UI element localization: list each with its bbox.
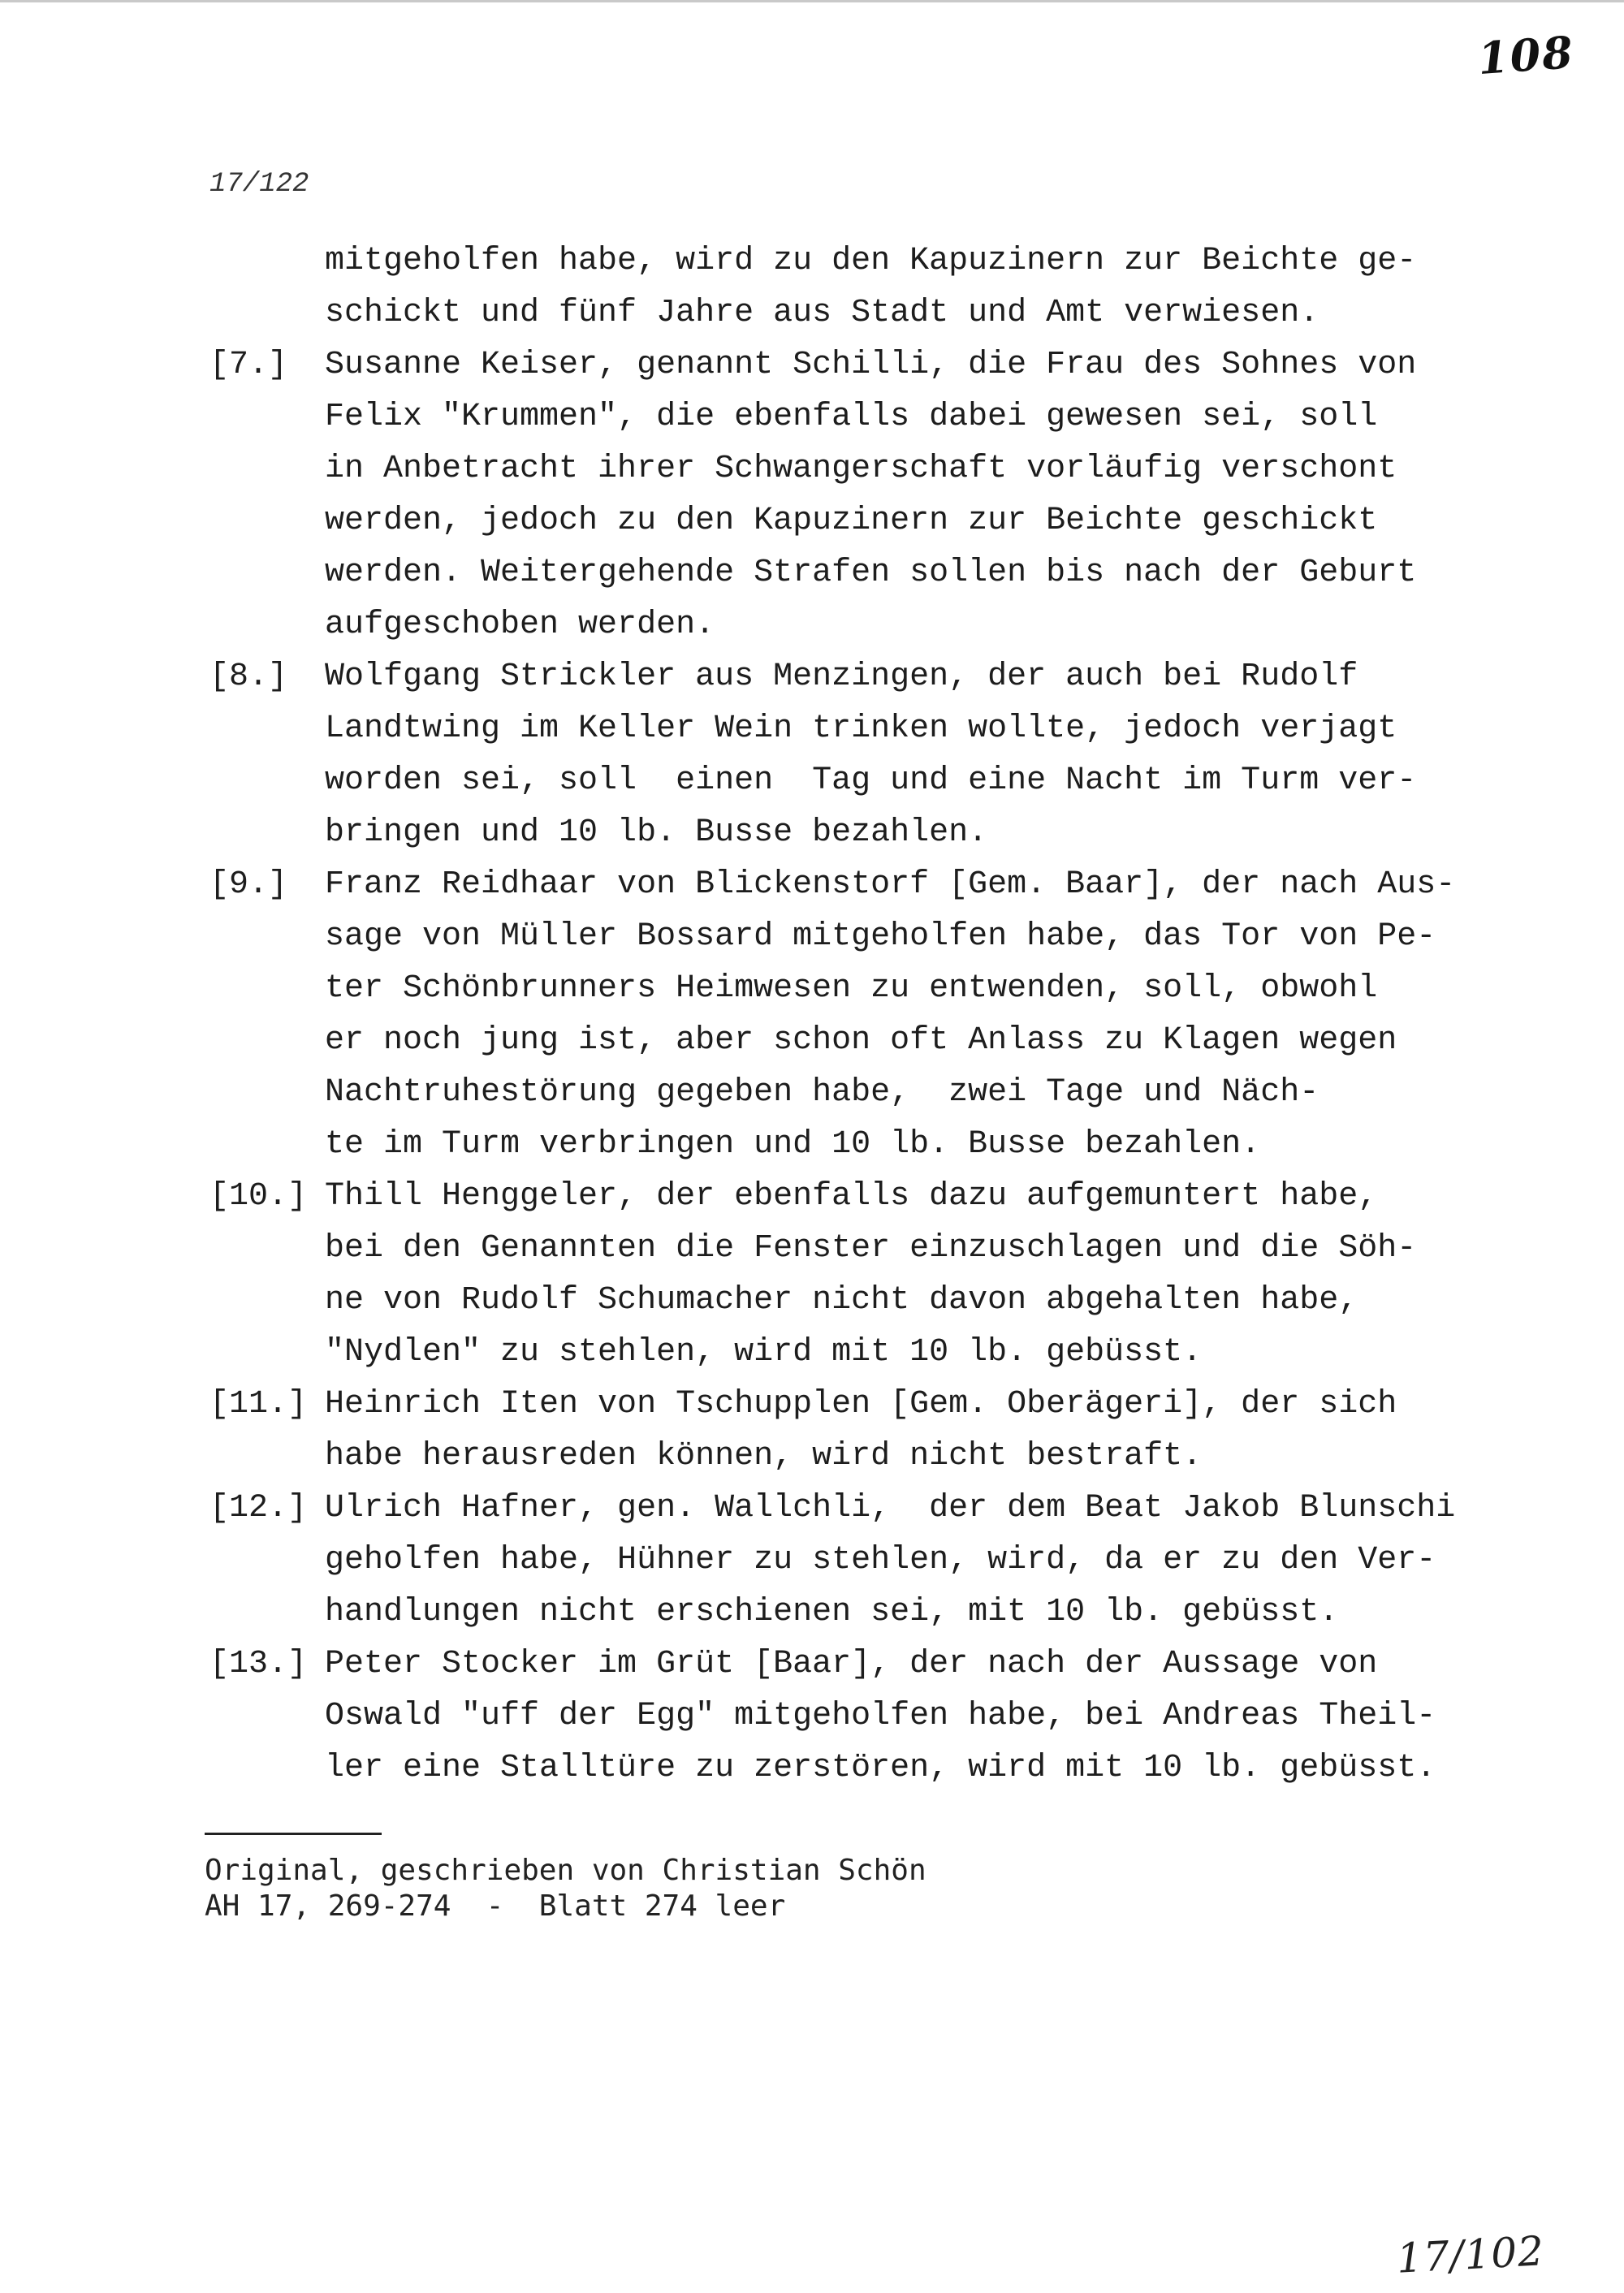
source-line: AH 17, 269-274 - Blatt 274 leer <box>205 1889 786 1923</box>
text-line: er noch jung ist, aber schon oft Anlass zu Klagen wegen <box>325 1022 1397 1059</box>
source-note <box>205 1853 926 1924</box>
paragraph-marker: [7.] <box>209 347 288 383</box>
handwritten-page-number: 108 <box>1475 25 1576 85</box>
text-line: ler eine Stalltüre zu zerstören, wird mit 10 lb. gebüsst. <box>325 1750 1436 1786</box>
text-line: Landtwing im Keller Wein trinken wollte, jedoch verjagt <box>325 710 1397 747</box>
text-line: geholfen habe, Hühner zu stehlen, wird, da er zu den Ver- <box>325 1542 1436 1578</box>
text-line: Ulrich Hafner, gen. Wallchli, der dem Beat Jakob Blunschi <box>325 1490 1456 1527</box>
paragraph-8 <box>0 651 1624 859</box>
text-line: bei den Genannten die Fenster einzuschlagen und die Söh- <box>325 1230 1417 1267</box>
text-line: worden sei, soll einen Tag und eine Nacht im Turm ver- <box>325 762 1417 799</box>
text-line: te im Turm verbringen und 10 lb. Busse bezahlen. <box>325 1126 1261 1163</box>
text-line: Peter Stocker im Grüt [Baar], der nach der Aussage von <box>325 1646 1378 1682</box>
text-line: sage von Müller Bossard mitgeholfen habe, das Tor von Pe- <box>325 918 1436 955</box>
paragraph-10 <box>0 1171 1624 1379</box>
paragraph-12 <box>0 1483 1624 1639</box>
text-line: "Nydlen" zu stehlen, wird mit 10 lb. gebüsst. <box>325 1334 1203 1371</box>
text-line: habe herausreden können, wird nicht bestraft. <box>325 1438 1203 1475</box>
text-line: aufgeschoben werden. <box>325 607 715 643</box>
text-line: werden. Weitergehende Strafen sollen bis nach der Geburt <box>325 555 1417 591</box>
text-line: ne von Rudolf Schumacher nicht davon abgehalten habe, <box>325 1282 1358 1319</box>
paragraph-marker: [10.] <box>209 1178 308 1215</box>
paragraph-13 <box>0 1639 1624 1794</box>
page-top-edge <box>0 0 1624 2</box>
text-line: Felix "Krummen", die ebenfalls dabei gewesen sei, soll <box>325 399 1378 435</box>
document-body <box>0 235 1624 1794</box>
text-line: Wolfgang Strickler aus Menzingen, der auch bei Rudolf <box>325 659 1358 695</box>
text-line: schickt und fünf Jahre aus Stadt und Amt verwiesen. <box>325 295 1320 331</box>
text-line: werden, jedoch zu den Kapuzinern zur Beichte geschickt <box>325 503 1378 539</box>
text-line: Susanne Keiser, genannt Schilli, die Frau des Sohnes von <box>325 347 1417 383</box>
reference-code: 17/122 <box>209 169 309 200</box>
paragraph-marker: [12.] <box>209 1490 308 1527</box>
text-line: Thill Henggeler, der ebenfalls dazu aufgemuntert habe, <box>325 1178 1378 1215</box>
handwritten-archive-number: 17/102 <box>1395 2227 1546 2282</box>
footnote-divider <box>205 1833 382 1835</box>
paragraph-9 <box>0 859 1624 1171</box>
paragraph-marker: [11.] <box>209 1386 308 1423</box>
paragraph-7 <box>0 339 1624 651</box>
text-line: mitgeholfen habe, wird zu den Kapuzinern zur Beichte ge- <box>325 243 1417 279</box>
text-line: Heinrich Iten von Tschupplen [Gem. Oberägeri], der sich <box>325 1386 1397 1423</box>
text-line: handlungen nicht erschienen sei, mit 10 lb. gebüsst. <box>325 1594 1339 1630</box>
paragraph-11 <box>0 1379 1624 1483</box>
paragraph-continuation <box>0 235 1624 339</box>
text-line: Nachtruhestörung gegeben habe, zwei Tage und Näch- <box>325 1074 1320 1111</box>
text-line: bringen und 10 lb. Busse bezahlen. <box>325 814 988 851</box>
source-line: Original, geschrieben von Christian Schön <box>205 1854 926 1887</box>
paragraph-marker: [13.] <box>209 1646 308 1682</box>
text-line: in Anbetracht ihrer Schwangerschaft vorläufig verschont <box>325 451 1397 487</box>
text-line: ter Schönbrunners Heimwesen zu entwenden, soll, obwohl <box>325 970 1378 1007</box>
text-line: Oswald "uff der Egg" mitgeholfen habe, bei Andreas Theil- <box>325 1698 1436 1734</box>
paragraph-marker: [9.] <box>209 866 288 903</box>
paragraph-marker: [8.] <box>209 659 288 695</box>
text-line: Franz Reidhaar von Blickenstorf [Gem. Baar], der nach Aus- <box>325 866 1456 903</box>
